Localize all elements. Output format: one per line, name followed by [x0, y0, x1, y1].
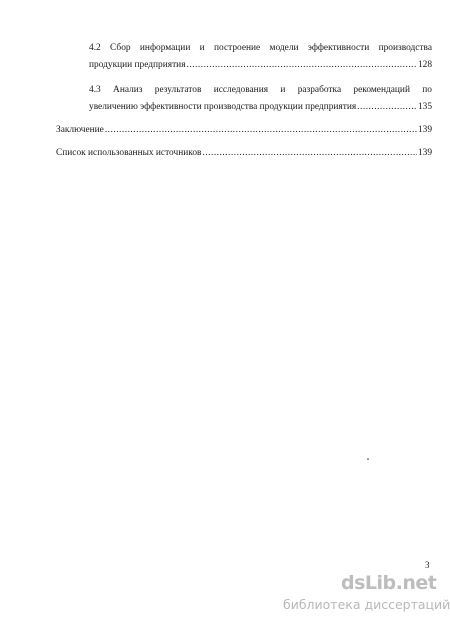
toc-entry-page: 139: [417, 148, 432, 158]
toc-entry-title-line-1: 4.2 Сбор информации и построение модели эффективности производства: [89, 43, 432, 53]
toc-entry-title-line-2: [89, 99, 432, 116]
watermark-caption: библиотека диссертаций: [283, 597, 450, 612]
toc-entry-title-line-1: 4.3 Анализ результатов исследования и разработка рекомендаций по: [89, 85, 432, 95]
dot-leader: [105, 122, 417, 139]
toc-entry-references[interactable]: [56, 145, 432, 162]
toc-entry-page: 139: [417, 125, 432, 135]
watermark: [283, 570, 450, 616]
watermark-logo: dsLib.net: [341, 572, 437, 594]
toc-entry-line: [56, 145, 432, 162]
toc-entry-title-line-2: [89, 57, 432, 74]
dot-leader: [202, 145, 416, 162]
toc-entry-page: 135: [417, 102, 432, 112]
toc-entry-4-2[interactable]: [56, 40, 432, 74]
toc-entry-conclusion[interactable]: [56, 122, 432, 139]
toc-entry-line: [56, 122, 432, 139]
table-of-contents: [56, 40, 432, 162]
toc-entry-title: Заключение: [56, 125, 104, 135]
dot-leader: [187, 57, 417, 74]
toc-entry-title-tail: увеличению эффективности производства продукции предприятия: [89, 102, 357, 112]
toc-entry-title: Список использованных источников: [56, 148, 202, 158]
toc-entry-4-3[interactable]: [56, 82, 432, 116]
toc-entry-page: 128: [417, 60, 432, 70]
scan-speck: [367, 458, 369, 460]
toc-entry-title-tail: продукции предприятия: [89, 60, 186, 70]
page-number: 3: [425, 560, 430, 570]
dot-leader: [357, 99, 417, 116]
